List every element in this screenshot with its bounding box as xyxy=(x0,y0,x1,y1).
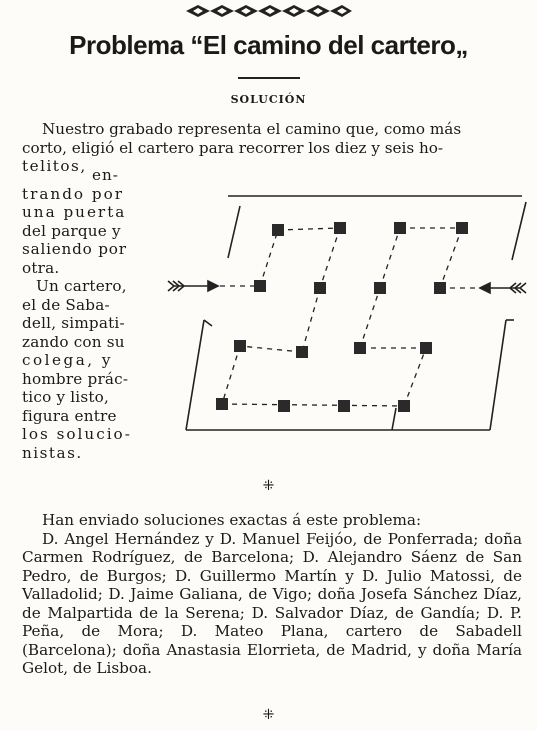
side-line: el de Saba- xyxy=(22,295,110,314)
side-line: dell, simpati- xyxy=(22,314,125,332)
side-line: los solucio- xyxy=(22,425,132,443)
section-heading: SOLUCIÓN xyxy=(230,93,307,106)
header-ornament xyxy=(0,0,537,22)
side-line: tico y listo, xyxy=(22,388,110,406)
side-line: nistas. xyxy=(22,443,83,462)
title-rule xyxy=(238,77,300,79)
solvers-list: D. Angel Hernández y D. Manuel Feijóo, de Ponferrada; doña Carmen Rodríguez, de Barcelona; D. Alejandro Sáenz de San Pedro, de Burgos; D. Guillermo Martín y D. Julio Matossi, de Valladolid; D. Jaime Galiana, de Vigo; doña Josefa Sánchez Díaz, de Malpartida de la Serena; D. Salvador Díaz, de Gandía; D. P. Peña, de Mora; D. Mateo Plana, cartero de Sabadell (Barcelona); doña Anastasia Elorrieta, de Madrid, y doña María Gelot, de Lisboa. xyxy=(22,529,522,677)
solvers-paragraph xyxy=(22,511,522,678)
side-line: hombre prác- xyxy=(22,369,129,388)
side-line: zando con su xyxy=(22,332,125,351)
article-title: Problema “El camino del cartero„ xyxy=(69,30,468,60)
side-line: Un cartero, xyxy=(36,277,127,295)
side-line: en- xyxy=(92,166,119,184)
side-line: figura entre xyxy=(22,406,117,425)
intro-line: Nuestro grabado representa el camino que, como más xyxy=(42,120,462,138)
side-line: colega, y xyxy=(22,351,114,369)
mail-route-diagram xyxy=(160,176,532,476)
solvers-intro: Han enviado soluciones exactas á este problema: xyxy=(42,511,422,529)
intro-line: corto, eligió el cartero para recorrer los diez y seis ho- xyxy=(22,138,444,157)
side-line: saliendo por xyxy=(22,240,127,258)
side-line: trando por xyxy=(22,184,125,203)
separator-ornament: ⁜ xyxy=(262,478,275,494)
intro-line: telitos, xyxy=(22,157,87,175)
side-line: una puerta xyxy=(22,203,127,221)
side-line: otra. xyxy=(22,258,60,277)
solution-side-text xyxy=(22,166,156,462)
separator-ornament-bottom: ⁜ xyxy=(262,707,275,723)
side-line: del parque y xyxy=(22,221,121,240)
